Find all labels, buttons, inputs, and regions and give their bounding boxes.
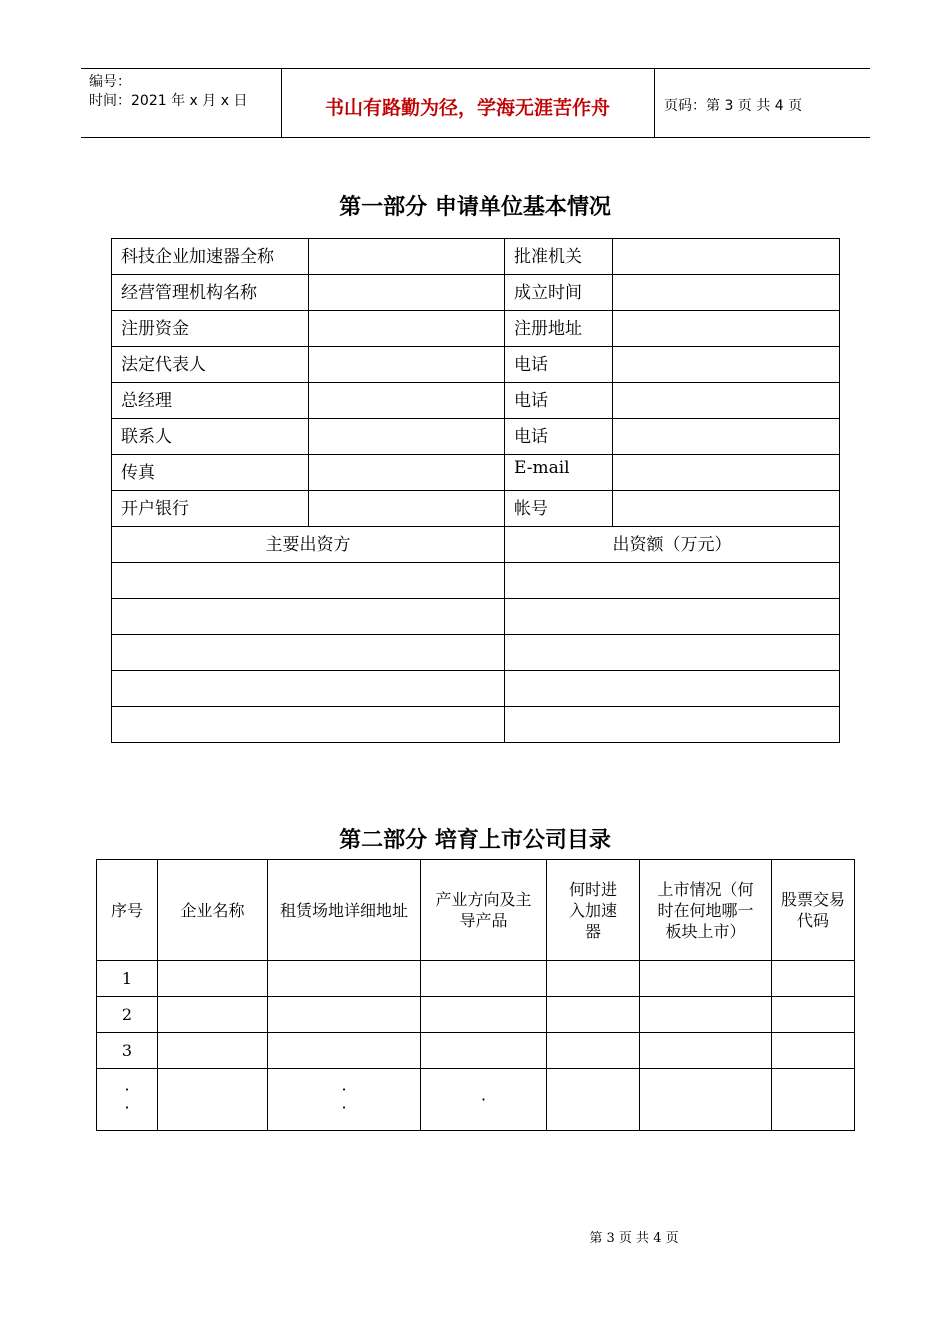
time-label: 时间：2021 年 x 月 x 日 (89, 93, 248, 109)
table-cell[interactable] (547, 997, 640, 1033)
column-header: 企业名称 (158, 860, 268, 961)
column-header: 租赁场地详细地址 (268, 860, 421, 961)
table-cell[interactable] (772, 961, 855, 997)
table-cell[interactable] (158, 1033, 268, 1069)
field-label: 开户银行 (112, 491, 309, 527)
basic-info-table (111, 238, 840, 743)
part2-title: 第二部分 培育上市公司目录 (339, 828, 611, 853)
field-label: 总经理 (112, 383, 309, 419)
table-cell[interactable] (640, 997, 772, 1033)
table-cell[interactable] (640, 961, 772, 997)
table-cell[interactable] (547, 961, 640, 997)
table-row (112, 491, 840, 527)
amount-cell[interactable] (505, 635, 840, 671)
table-cell[interactable] (547, 1033, 640, 1069)
header-page-info: 页码：第 3 页 共 4 页 (664, 98, 803, 114)
table-row (112, 383, 840, 419)
table-row (112, 455, 840, 491)
field-label: 经营管理机构名称 (112, 275, 309, 311)
investor-header: 主要出资方 (112, 527, 505, 563)
field-value[interactable] (309, 491, 505, 527)
company-list-table (96, 859, 855, 1131)
field-value[interactable] (309, 239, 505, 275)
field-label: 法定代表人 (112, 347, 309, 383)
ellipsis-dot: · (341, 1080, 347, 1099)
row-number: 2 (97, 997, 158, 1033)
table-cell[interactable] (421, 1033, 547, 1069)
table-row (112, 599, 840, 635)
ellipsis-dot: · (124, 1098, 130, 1117)
field-value[interactable] (613, 419, 840, 455)
ellipsis-cell (421, 1069, 547, 1131)
table-cell[interactable] (268, 1033, 421, 1069)
number-label: 编号： (89, 74, 131, 90)
table-cell[interactable] (640, 1069, 772, 1131)
field-label: 批准机关 (505, 239, 613, 275)
page-footer: 第 3 页 共 4 页 (589, 1231, 679, 1246)
amount-header: 出资额（万元） (505, 527, 840, 563)
table-row (97, 997, 855, 1033)
field-label: 注册资金 (112, 311, 309, 347)
table-row (112, 671, 840, 707)
table-row (112, 347, 840, 383)
field-value[interactable] (613, 239, 840, 275)
table-row (97, 961, 855, 997)
table-cell[interactable] (421, 997, 547, 1033)
column-header: 序号 (97, 860, 158, 961)
field-label: E-mail (505, 455, 613, 491)
field-value[interactable] (309, 455, 505, 491)
table-cell[interactable] (772, 997, 855, 1033)
field-value[interactable] (309, 383, 505, 419)
table-cell[interactable] (158, 997, 268, 1033)
ellipsis-cell (268, 1069, 421, 1131)
part1-title: 第一部分 申请单位基本情况 (339, 195, 611, 220)
field-value[interactable] (309, 311, 505, 347)
table-row (97, 1033, 855, 1069)
field-label: 科技企业加速器全称 (112, 239, 309, 275)
investor-cell[interactable] (112, 563, 505, 599)
investor-cell[interactable] (112, 707, 505, 743)
ellipsis-dot: · (124, 1080, 130, 1099)
field-label: 传真 (112, 455, 309, 491)
table-cell[interactable] (547, 1069, 640, 1131)
table-row (112, 707, 840, 743)
table-cell[interactable] (772, 1033, 855, 1069)
amount-cell[interactable] (505, 707, 840, 743)
table-cell[interactable] (158, 961, 268, 997)
ellipsis-cell (97, 1069, 158, 1131)
ellipsis-dot: · (341, 1098, 347, 1117)
field-label: 电话 (505, 383, 613, 419)
table-cell[interactable] (158, 1069, 268, 1131)
column-header: 股票交易代码 (772, 860, 855, 961)
column-header: 上市情况（何时在何地哪一板块上市） (640, 860, 772, 961)
field-value[interactable] (613, 383, 840, 419)
investor-cell[interactable] (112, 635, 505, 671)
table-row (112, 275, 840, 311)
field-value[interactable] (613, 491, 840, 527)
field-label: 联系人 (112, 419, 309, 455)
field-label: 电话 (505, 347, 613, 383)
field-label: 成立时间 (505, 275, 613, 311)
field-label: 注册地址 (505, 311, 613, 347)
table-cell[interactable] (421, 961, 547, 997)
ellipsis-dot: · (480, 1090, 487, 1109)
investor-cell[interactable] (112, 599, 505, 635)
header-motto: 书山有路勤为径，学海无涯苦作舟 (324, 97, 610, 119)
table-row (112, 527, 840, 563)
investor-cell[interactable] (112, 671, 505, 707)
table-row (97, 1069, 855, 1131)
table-row (112, 419, 840, 455)
table-row (112, 311, 840, 347)
table-row (112, 239, 840, 275)
table-cell[interactable] (268, 997, 421, 1033)
field-label: 帐号 (505, 491, 613, 527)
header-meta (89, 73, 247, 111)
table-header-row (97, 860, 855, 961)
column-header: 产业方向及主导产品 (421, 860, 547, 961)
field-value[interactable] (309, 419, 505, 455)
table-row (112, 563, 840, 599)
field-value[interactable] (613, 275, 840, 311)
field-value[interactable] (309, 275, 505, 311)
amount-cell[interactable] (505, 563, 840, 599)
field-label: 电话 (505, 419, 613, 455)
amount-cell[interactable] (505, 671, 840, 707)
field-value[interactable] (613, 311, 840, 347)
field-value[interactable] (613, 347, 840, 383)
page-header (81, 68, 870, 138)
amount-cell[interactable] (505, 599, 840, 635)
table-cell[interactable] (772, 1069, 855, 1131)
field-value[interactable] (613, 455, 840, 491)
row-number: 3 (97, 1033, 158, 1069)
table-row (112, 635, 840, 671)
header-divider (654, 69, 655, 137)
field-value[interactable] (309, 347, 505, 383)
table-cell[interactable] (268, 961, 421, 997)
column-header: 何时进入加速器 (547, 860, 640, 961)
row-number: 1 (97, 961, 158, 997)
table-cell[interactable] (640, 1033, 772, 1069)
